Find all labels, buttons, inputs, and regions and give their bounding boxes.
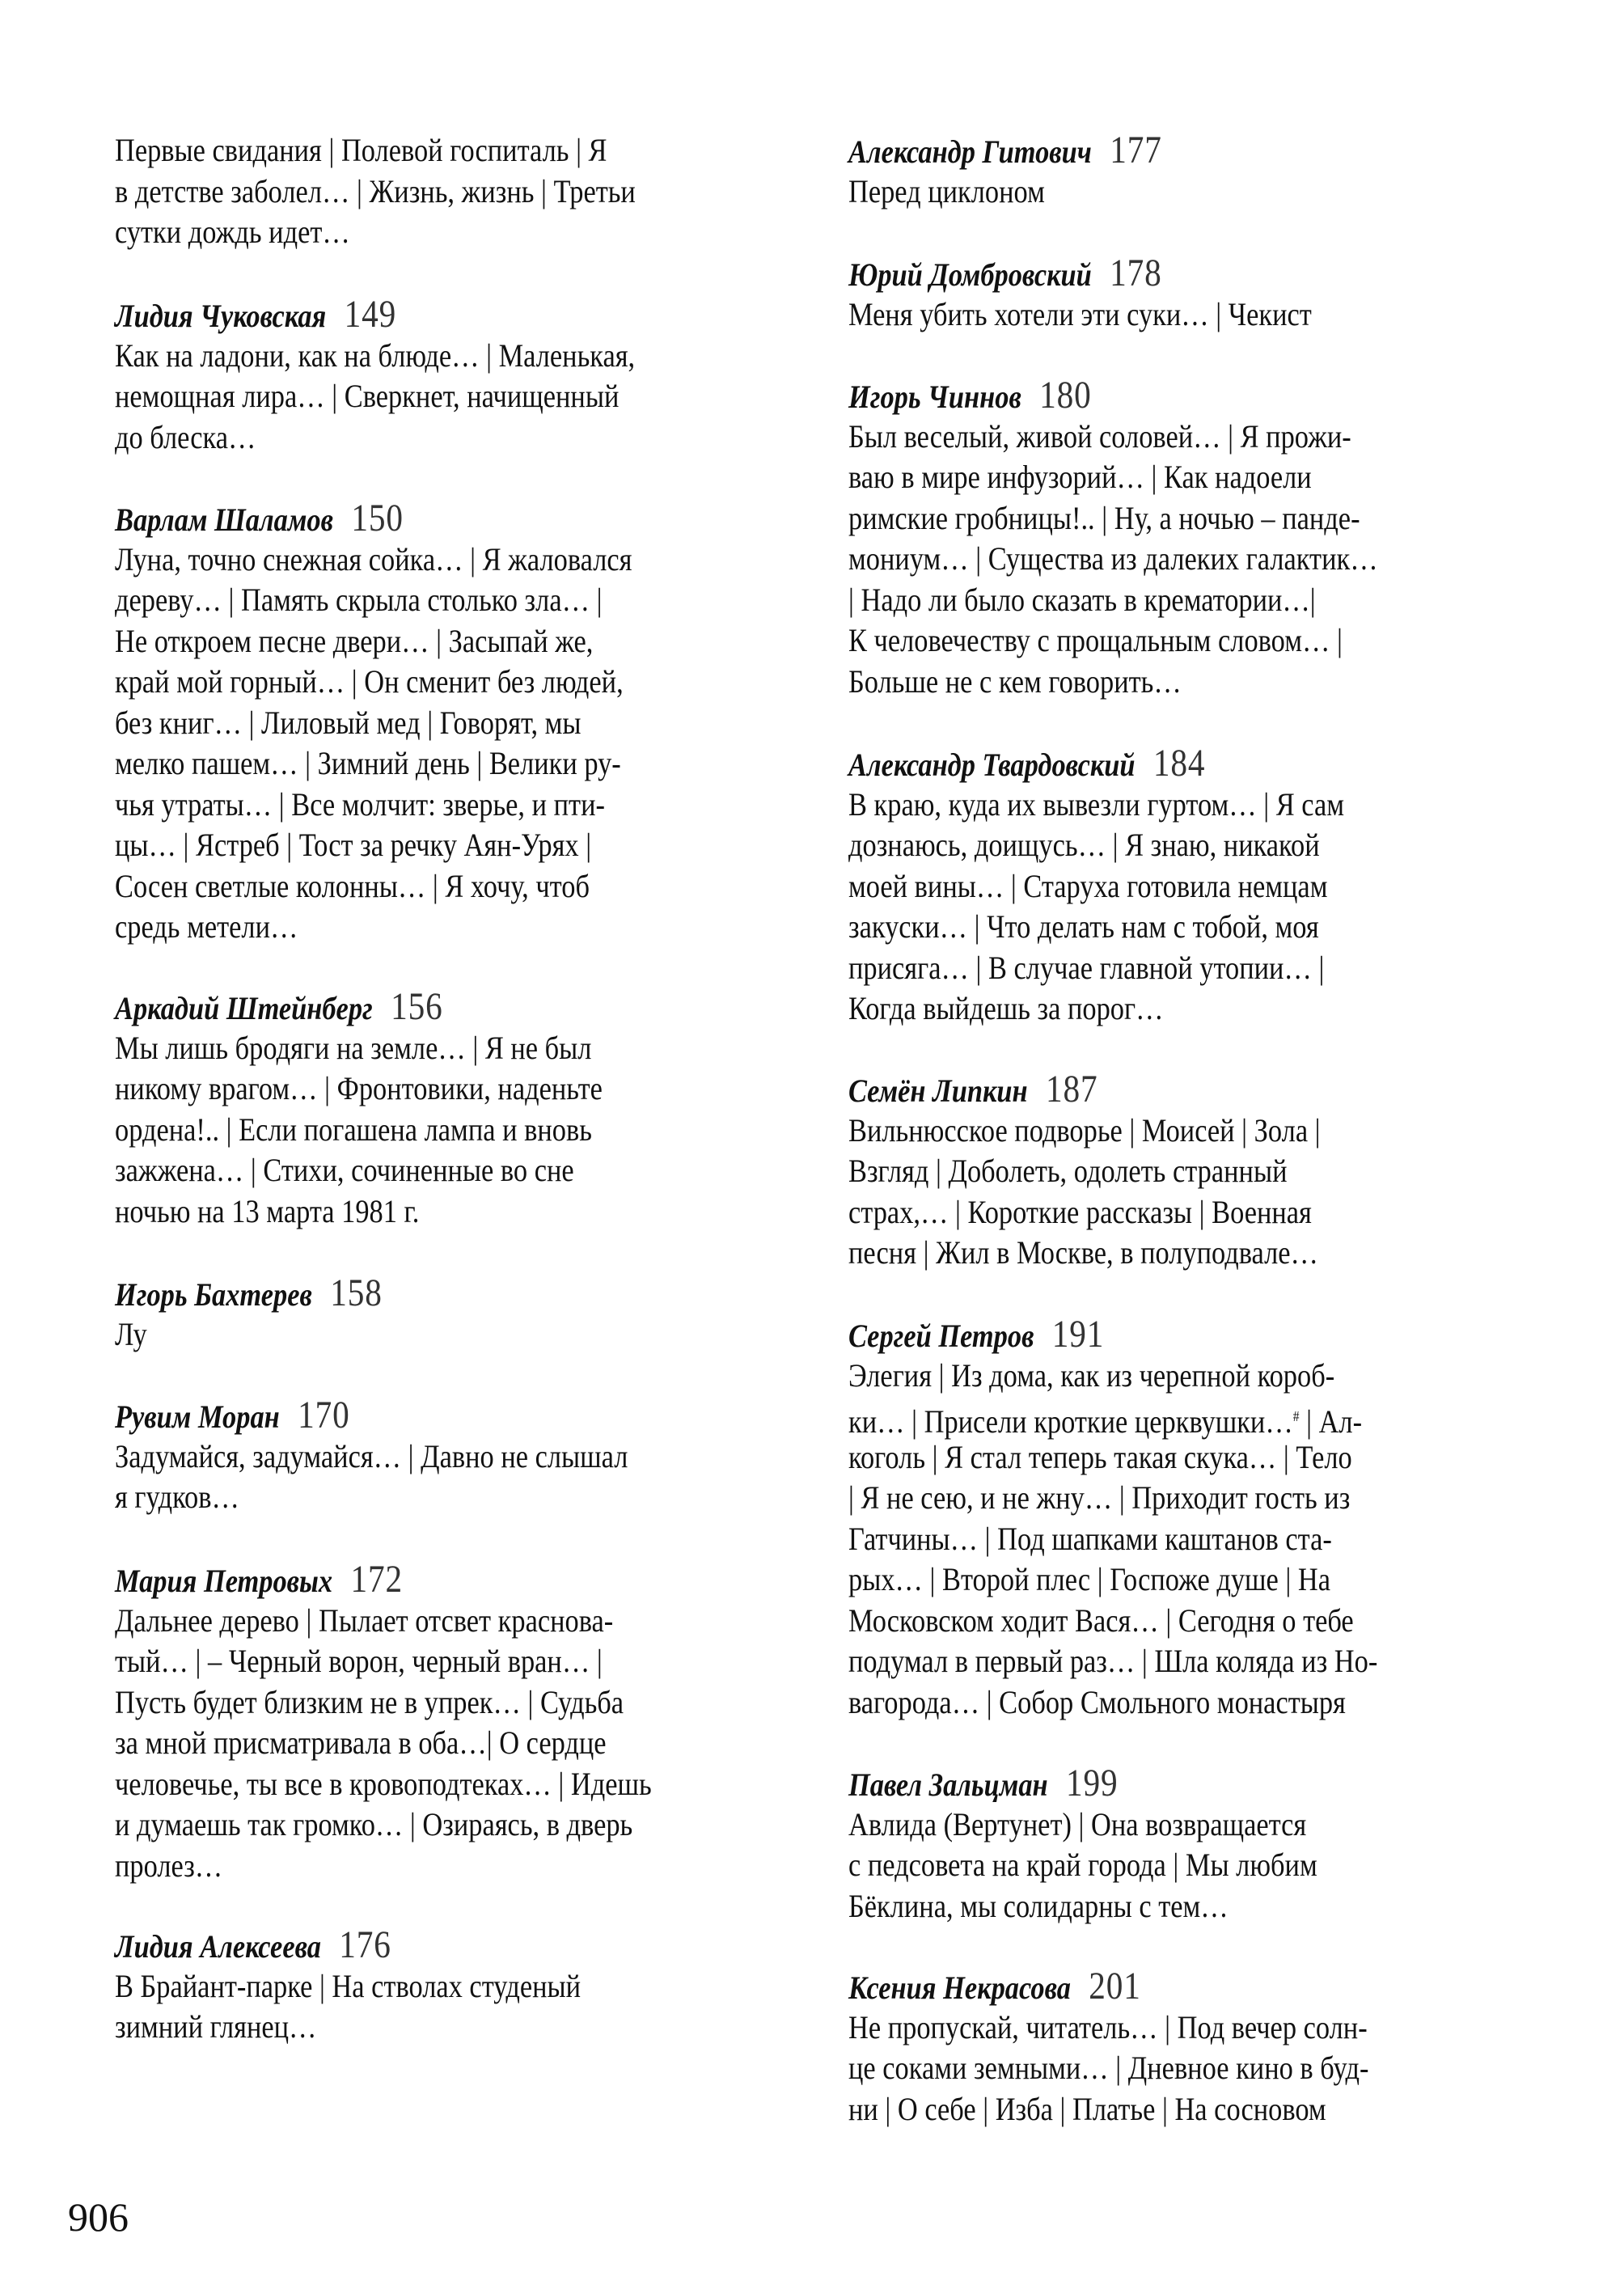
text-line: Мы лишь бродяги на земле… | Я не был: [115, 1029, 592, 1066]
text-line: дереву… | Память скрыла столько зла… |: [115, 582, 603, 618]
text-line: Перед циклоном: [848, 172, 1045, 209]
page-ref: 191: [1051, 1313, 1105, 1356]
text-line: за мной присматривала в оба…| О сердце: [115, 1724, 607, 1761]
author-name: Лидия Алексеева: [115, 1928, 321, 1965]
text-line: мелко пашем… | Зимний день | Велики ру-: [115, 745, 621, 781]
text-line: | Я не сею, и не жну… | Приходит гость из: [848, 1479, 1351, 1516]
text-line: В Брайант-парке | На стволах студеный: [115, 1967, 582, 2004]
text-line: край мой горный… | Он сменит без людей,: [115, 663, 624, 700]
page-ref: 187: [1046, 1068, 1098, 1111]
text-line: Первые свидания | Полевой госпиталь | Я: [115, 132, 607, 168]
text-line: цы… | Ястреб | Тост за речку Аян-Урях |: [115, 827, 592, 863]
page-ref: 184: [1152, 742, 1206, 785]
text-line: ваю в мире инфузорий… | Как надоели: [848, 459, 1312, 495]
text-line: Пусть будет близким не в упрек… | Судьба: [115, 1683, 624, 1720]
intro-continuation: [115, 130, 810, 253]
text-line: дознаюсь, доищусь… | Я знаю, никакой: [848, 827, 1320, 863]
text-line: | Надо ли было сказать в крематории…|: [848, 581, 1316, 618]
text-segment: | Ал-: [1299, 1403, 1363, 1440]
text-line: Был веселый, живой соловей… | Я прожи-: [848, 417, 1351, 455]
text-line: Меня убить хотели эти суки… | Чекист: [848, 295, 1312, 332]
page-number: 906: [68, 2194, 129, 2240]
text-line: це соками земными… | Дневное кино в буд-: [848, 2050, 1369, 2086]
text-line: Сосен светлые колонны… | Я хочу, чтоб: [115, 867, 590, 904]
page-ref: 170: [298, 1394, 350, 1436]
text-line: страх,… | Короткие рассказы | Военная: [848, 1193, 1312, 1230]
page-ref: 177: [1110, 129, 1162, 171]
text-line: человечье, ты все в кровоподтеках… | Идешь: [115, 1765, 652, 1802]
footnote-mark: #: [1292, 1408, 1300, 1424]
author-name: Аркадий Штейнберг: [115, 990, 373, 1026]
text-line: Авлида (Вертунет) | Она возвращается: [848, 1805, 1307, 1842]
text-segment: ки… | Присели кроткие церквушки…: [848, 1403, 1293, 1440]
author-name: Семён Липкин: [848, 1072, 1028, 1109]
page-ref: 149: [344, 293, 397, 336]
text-line: мониум… | Существа из далеких галактик…: [848, 540, 1378, 577]
toc-entry: [115, 1395, 810, 1518]
text-line: Бёклина, мы солидарны с тем…: [848, 1887, 1229, 1924]
page-ref: 176: [339, 1923, 391, 1966]
author-name: Юрий Домбровский: [848, 256, 1092, 293]
toc-entry: [115, 498, 810, 948]
text-line: в детстве заболел… | Жизнь, жизнь | Третьи: [115, 172, 636, 209]
page-ref: 199: [1066, 1762, 1119, 1804]
text-line: К человечеству с прощальным словом… |: [848, 622, 1343, 658]
text-line: без книг… | Лиловый мед | Говорят, мы: [115, 704, 582, 741]
author-name: Игорь Бахтерев: [115, 1276, 312, 1313]
toc-entry: [115, 1559, 810, 1886]
page-ref: 178: [1110, 252, 1162, 294]
text-line: Вильнюсское подворье | Моисей | Зола |: [848, 1111, 1321, 1149]
text-line: зимний глянец…: [115, 2008, 317, 2045]
page-ref: 158: [330, 1271, 383, 1314]
text-line: я гудков…: [115, 1479, 239, 1515]
text-line: Не откроем песне двери… | Засыпай же,: [115, 622, 594, 659]
text-line: подумал в первый раз… | Шла коляда из Но-: [848, 1643, 1378, 1679]
author-name: Мария Петровых: [115, 1563, 333, 1599]
text-line: до блеска…: [115, 418, 256, 455]
text-line: тый… | – Черный ворон, черный вран… |: [115, 1643, 603, 1679]
toc-entry: [848, 1763, 1544, 1927]
author-name: Сергей Петров: [848, 1318, 1034, 1354]
text-line: В краю, куда их вывезли гуртом… | Я сам: [848, 785, 1345, 823]
toc-entry: [115, 987, 810, 1232]
text-line: Лу: [115, 1315, 147, 1352]
text-line: никому врагом… | Фронтовики, наденьте: [115, 1070, 603, 1106]
author-name: Игорь Чиннов: [848, 379, 1021, 415]
text-line: коголь | Я стал теперь такая скука… | Тело: [848, 1438, 1352, 1475]
page-ref: 201: [1089, 1965, 1141, 2007]
text-line: Элегия | Из дома, как из черепной короб-: [848, 1356, 1335, 1394]
text-line: закуски… | Что делать нам с тобой, моя: [848, 908, 1319, 945]
text-line: ни | О себе | Изба | Платье | На сосновом: [848, 2090, 1326, 2127]
page-ref: 172: [350, 1558, 403, 1601]
toc-entry: [848, 253, 1544, 335]
text-line: Больше не с кем говорить…: [848, 662, 1182, 700]
text-line: вагорода… | Собор Смольного монастыря: [848, 1683, 1346, 1720]
toc-entry: [115, 1925, 810, 2048]
text-line: немощная лира… | Сверкнет, начищенный: [115, 378, 620, 414]
text-line: присяга… | В случае главной утопии… |: [848, 949, 1325, 986]
text-line: ночью на 13 марта 1981 г.: [115, 1192, 420, 1229]
text-line: [848, 1396, 1447, 1440]
text-line: моей вины… | Старуха готовила немцам: [848, 867, 1328, 904]
page-ref: 150: [351, 497, 404, 539]
text-line: зажжена… | Стихи, сочиненные во сне: [115, 1152, 574, 1188]
text-line: рых… | Второй плес | Госпоже душе | На: [848, 1561, 1330, 1597]
author-name: Лидия Чуковская: [115, 298, 327, 334]
text-line: Дальнее дерево | Пылает отсвет краснова-: [115, 1601, 614, 1639]
author-name: Александр Твардовский: [848, 747, 1136, 783]
page-ref: 156: [391, 985, 443, 1028]
text-line: Когда выйдешь за порог…: [848, 990, 1164, 1026]
toc-entry: [115, 294, 810, 458]
toc-entry: [848, 1069, 1544, 1274]
author-name: Рувим Моран: [115, 1398, 280, 1435]
text-line: Московском ходит Вася… | Сегодня о тебе: [848, 1601, 1354, 1639]
toc-entry: [848, 1966, 1544, 2130]
text-line: Не пропускай, читатель… | Под вечер солн-: [848, 2008, 1368, 2046]
text-line: сутки дождь идет…: [115, 214, 350, 250]
text-line: пролез…: [115, 1847, 223, 1884]
text-line: Гатчины… | Под шапками каштанов ста-: [848, 1520, 1332, 1557]
text-line: средь метели…: [115, 908, 298, 945]
author-name: Александр Гитович: [848, 133, 1092, 170]
toc-entry: [848, 1314, 1544, 1723]
text-line: чья утраты… | Все молчит: зверье, и пти-: [115, 785, 605, 823]
text-line: и думаешь так громко… | Озираясь, в дверь: [115, 1806, 633, 1842]
page-ref: 180: [1039, 374, 1092, 417]
text-line: Задумайся, задумайся… | Давно не слышал: [115, 1437, 628, 1474]
toc-entry: [848, 375, 1544, 702]
author-name: Ксения Некрасова: [848, 1969, 1071, 2006]
text-line: ордена!.. | Если погашена лампа и вновь: [115, 1111, 592, 1148]
toc-entry: [115, 1273, 810, 1355]
toc-entry: [848, 130, 1544, 212]
text-line: Взгляд | Доболеть, одолеть странный: [848, 1153, 1288, 1189]
toc-entry: [848, 743, 1544, 1030]
text-line: песня | Жил в Москве, в полуподвале…: [848, 1234, 1318, 1271]
text-line: римские гробницы!.. | Ну, а ночью – панде-: [848, 499, 1360, 536]
author-name: Варлам Шаламов: [115, 501, 333, 538]
text-line: с педсовета на край города | Мы любим: [848, 1847, 1317, 1883]
author-name: Павел Зальцман: [848, 1766, 1048, 1803]
text-line: Луна, точно снежная сойка… | Я жаловался: [115, 540, 632, 577]
text-line: Как на ладони, как на блюде… | Маленькая,: [115, 336, 636, 374]
